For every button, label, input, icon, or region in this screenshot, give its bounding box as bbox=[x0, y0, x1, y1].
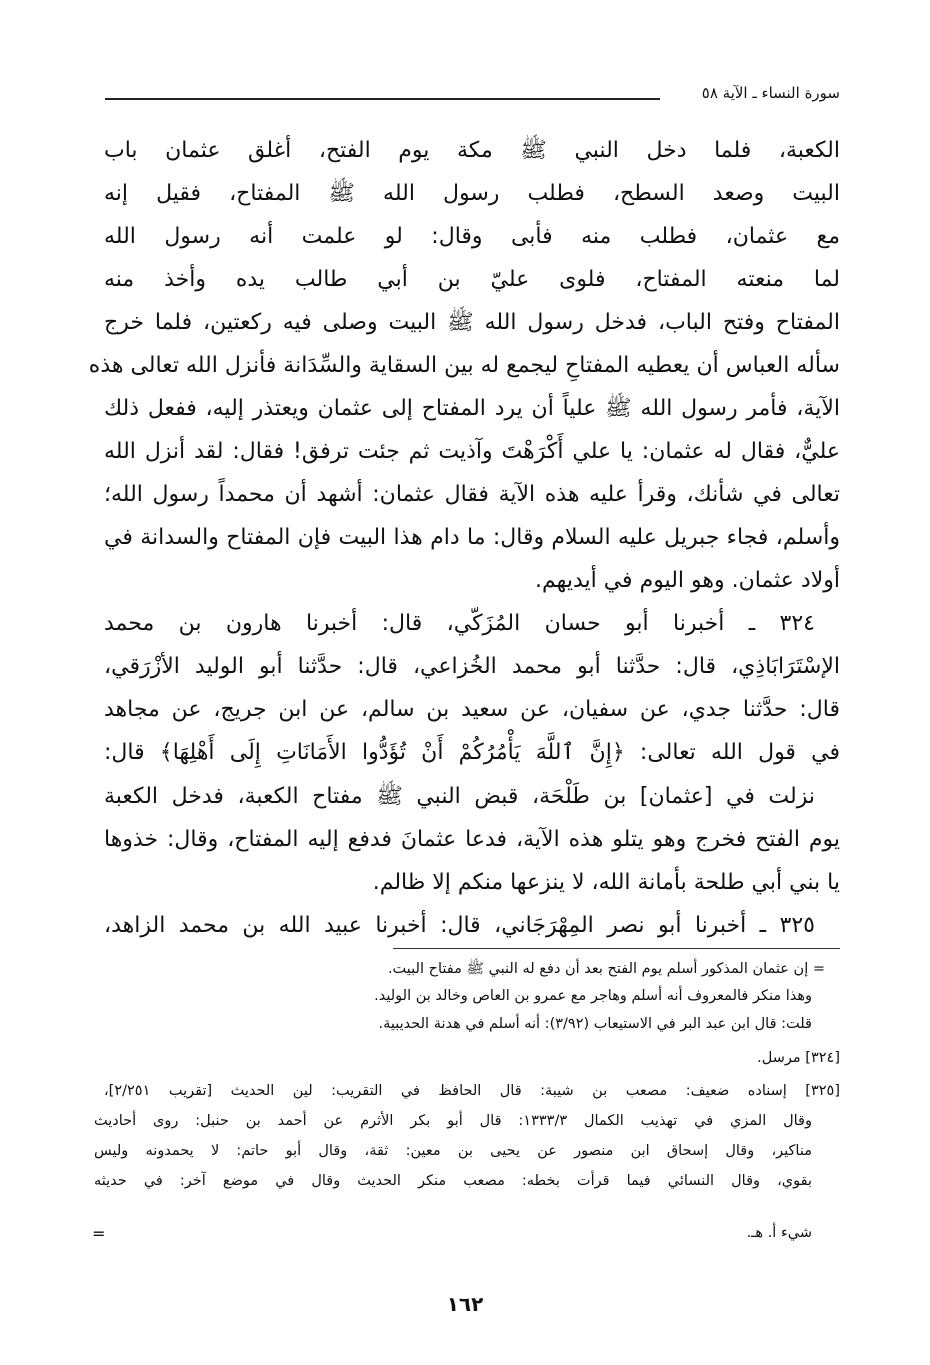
footnote-325: [٣٢٥] إسناده ضعيف: مصعب بن شيبة: قال الحافظ في التقريب: لين الحديث [تقريب ٢/٢٥١]، bbox=[104, 1083, 840, 1099]
text-line: سأله العباس أن يعطيه المفتاحِ ليجمع له بين السقاية والسِّدَانة فأنزل الله تعالى هذه bbox=[88, 353, 840, 378]
footnote-line: وهذا منكر فالمعروف أنه أسلم وهاجر مع عمرو بن العاص وخالد بن الوليد. bbox=[374, 988, 812, 1004]
quran-verse-line: في قول الله تعالى: ﴿إِنَّ ٱللَّهَ يَأْمُرُكُمْ أَنْ تُؤَدُّوا الأَمَانَاتِ إِلَى أَهْلِهَا﴾ قال: bbox=[104, 740, 840, 765]
footnote-324: [٣٢٤] مرسل. bbox=[757, 1050, 840, 1066]
text-line: نزلت في [عثمان] بن طَلْحَة، قبض النبي ﷺ مفتاح الكعبة، فدخل الكعبة bbox=[104, 784, 815, 809]
text-line: مع عثمان، فطلب منه فأبى وقال: لو علمت أنه رسول الله bbox=[104, 224, 840, 249]
text-line: قال: حدَّثنا جدي، عن سفيان، عن سعيد بن سالم، عن ابن جريج، عن مجاهد bbox=[104, 697, 840, 722]
footnote-line: قلت: قال ابن عبد البر في الاستيعاب (٣/٩٢): أنه أسلم في هدنة الحديبية. bbox=[378, 1016, 812, 1032]
text-line: أولاد عثمان. وهو اليوم في أيديهم. bbox=[535, 568, 840, 593]
running-header: سورة النساء ـ الآية ٥٨ bbox=[701, 84, 840, 102]
text-line: البيت وصعد السطح، فطلب رسول الله ﷺ المفتاح، فقيل إنه bbox=[104, 181, 840, 206]
hadith-324-heading: ٣٢٤ ـ أخبرنا أبو حسان المُزَكّي، قال: أخبرنا هارون بن محمد bbox=[104, 611, 815, 636]
text-line: وأسلم، فجاء جبريل عليه السلام وقال: ما دام هذا البيت فإن المفتاح والسدانة في bbox=[104, 525, 840, 550]
text-line: يوم الفتح فخرج وهو يتلو هذه الآية، فدعا عثمانَ فدفع إليه المفتاح، وقال: خذوها bbox=[104, 827, 840, 852]
text-line: لما منعته المفتاح، فلوى عليّ بن أبي طالب يده وأخذ منه bbox=[104, 267, 840, 292]
footnote-line: شيء أ. هـ. bbox=[746, 1225, 812, 1241]
text-line: المفتاح وفتح الباب، فدخل رسول الله ﷺ البيت وصلى فيه ركعتين، فلما خرج bbox=[104, 310, 840, 335]
text-line: الإسْتَرَابَاذِي، قال: حدَّثنا أبو محمد الخُزاعي، قال: حدَّثنا أبو الوليد الأزْرَقي، bbox=[104, 654, 840, 679]
text-line: يا بني أبي طلحة بأمانة الله، لا ينزعها منكم إلا ظالم. bbox=[372, 870, 840, 895]
footnote-line: مناكير، وقال إسحاق ابن منصور عن يحيى بن معين: ثقة، وقال أبو حاتم: لا يحمدونه وليس bbox=[94, 1143, 812, 1159]
footnote-line: = إن عثمان المذكور أسلم يوم الفتح بعد أن دفع له النبي ﷺ مفتاح البيت. bbox=[387, 961, 825, 977]
text-line: الكعبة، فلما دخل النبي ﷺ مكة يوم الفتح، أغلق عثمان باب bbox=[104, 138, 840, 163]
header-rule bbox=[105, 98, 660, 100]
text-line: تعالى في شأنك، وقرأ عليه هذه الآية فقال عثمان: أشهد أن محمداً رسول الله؛ bbox=[104, 482, 840, 507]
footnote-line: وقال المزي في تهذيب الكمال ١٣٣٣/٣: قال أبو بكر الأثرم عن أحمد بن حنبل: روى أحاديث bbox=[94, 1113, 812, 1129]
footnote-separator bbox=[393, 948, 840, 949]
text-line: عليٌّ، فقال له عثمان: يا علي أَكْرَهْتَ وآذيت ثم جئت ترفق! فقال: لقد أنزل الله bbox=[104, 439, 840, 464]
continuation-mark: = bbox=[92, 1224, 106, 1243]
hadith-325-heading: ٣٢٥ ـ أخبرنا أبو نصر المِهْرَجَاني، قال: أخبرنا عبيد الله بن محمد الزاهد، bbox=[104, 913, 815, 938]
footnote-line: بقوي، وقال النسائي فيما قرأت بخطه: مصعب منكر الحديث وقال في موضع آخر: في حديثه bbox=[94, 1173, 812, 1189]
page-number: ١٦٢ bbox=[446, 1292, 484, 1316]
text-line: الآية، فأمر رسول الله ﷺ علياً أن يرد المفتاح إلى عثمان ويعتذر إليه، ففعل ذلك bbox=[104, 396, 840, 421]
